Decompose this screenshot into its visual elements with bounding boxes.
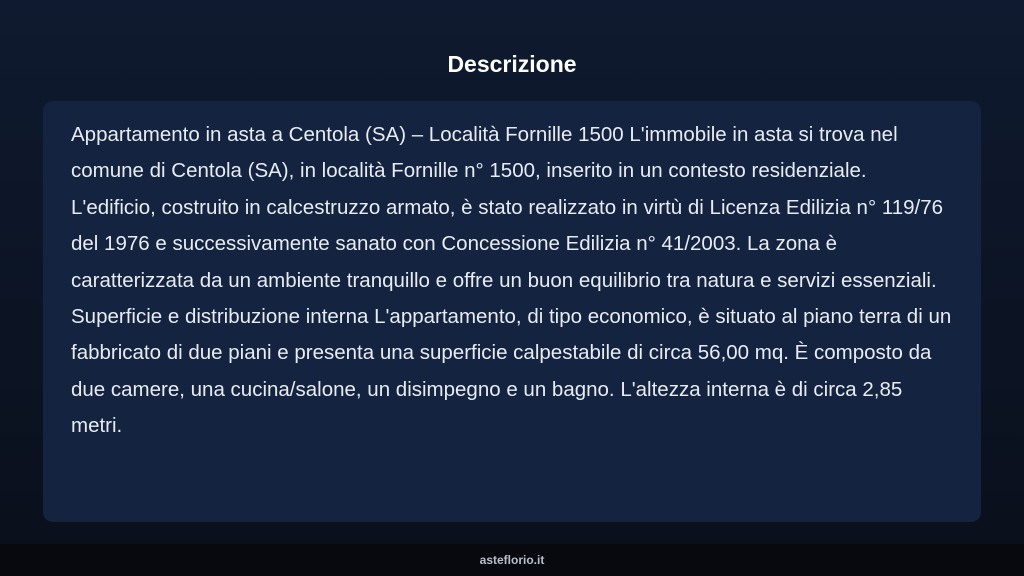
section-title: Descrizione: [447, 51, 577, 77]
footer-site-label: asteflorio.it: [479, 553, 545, 567]
description-text: Appartamento in asta a Centola (SA) – Località Fornille 1500 L'immobile in asta si trova nel comune di Centola (SA), in località Fornille n° 1500, inserito in un contesto residenziale. L'edificio, costruito in calcestruzzo armato, è stato realizzato in virtù di Licenza Edilizia n° 119/76 del 1976 e successivamente sanato con Concessione Edilizia n° 41/2003. La zona è caratterizzata da un ambiente tranquillo e offre un buon equilibrio tra natura e servizi essenziali. Superficie e distribuzione interna L'appartamento, di tipo economico, è situato al piano terra di un fabbricato di due piani e presenta una superficie calpestabile di circa 56,00 mq. È composto da due camere, una cucina/salone, un disimpegno e un bagno. L'altezza interna è di circa 2,85 metri.: [71, 123, 952, 438]
footer-bar: [0, 544, 1024, 576]
description-card: [43, 101, 981, 522]
